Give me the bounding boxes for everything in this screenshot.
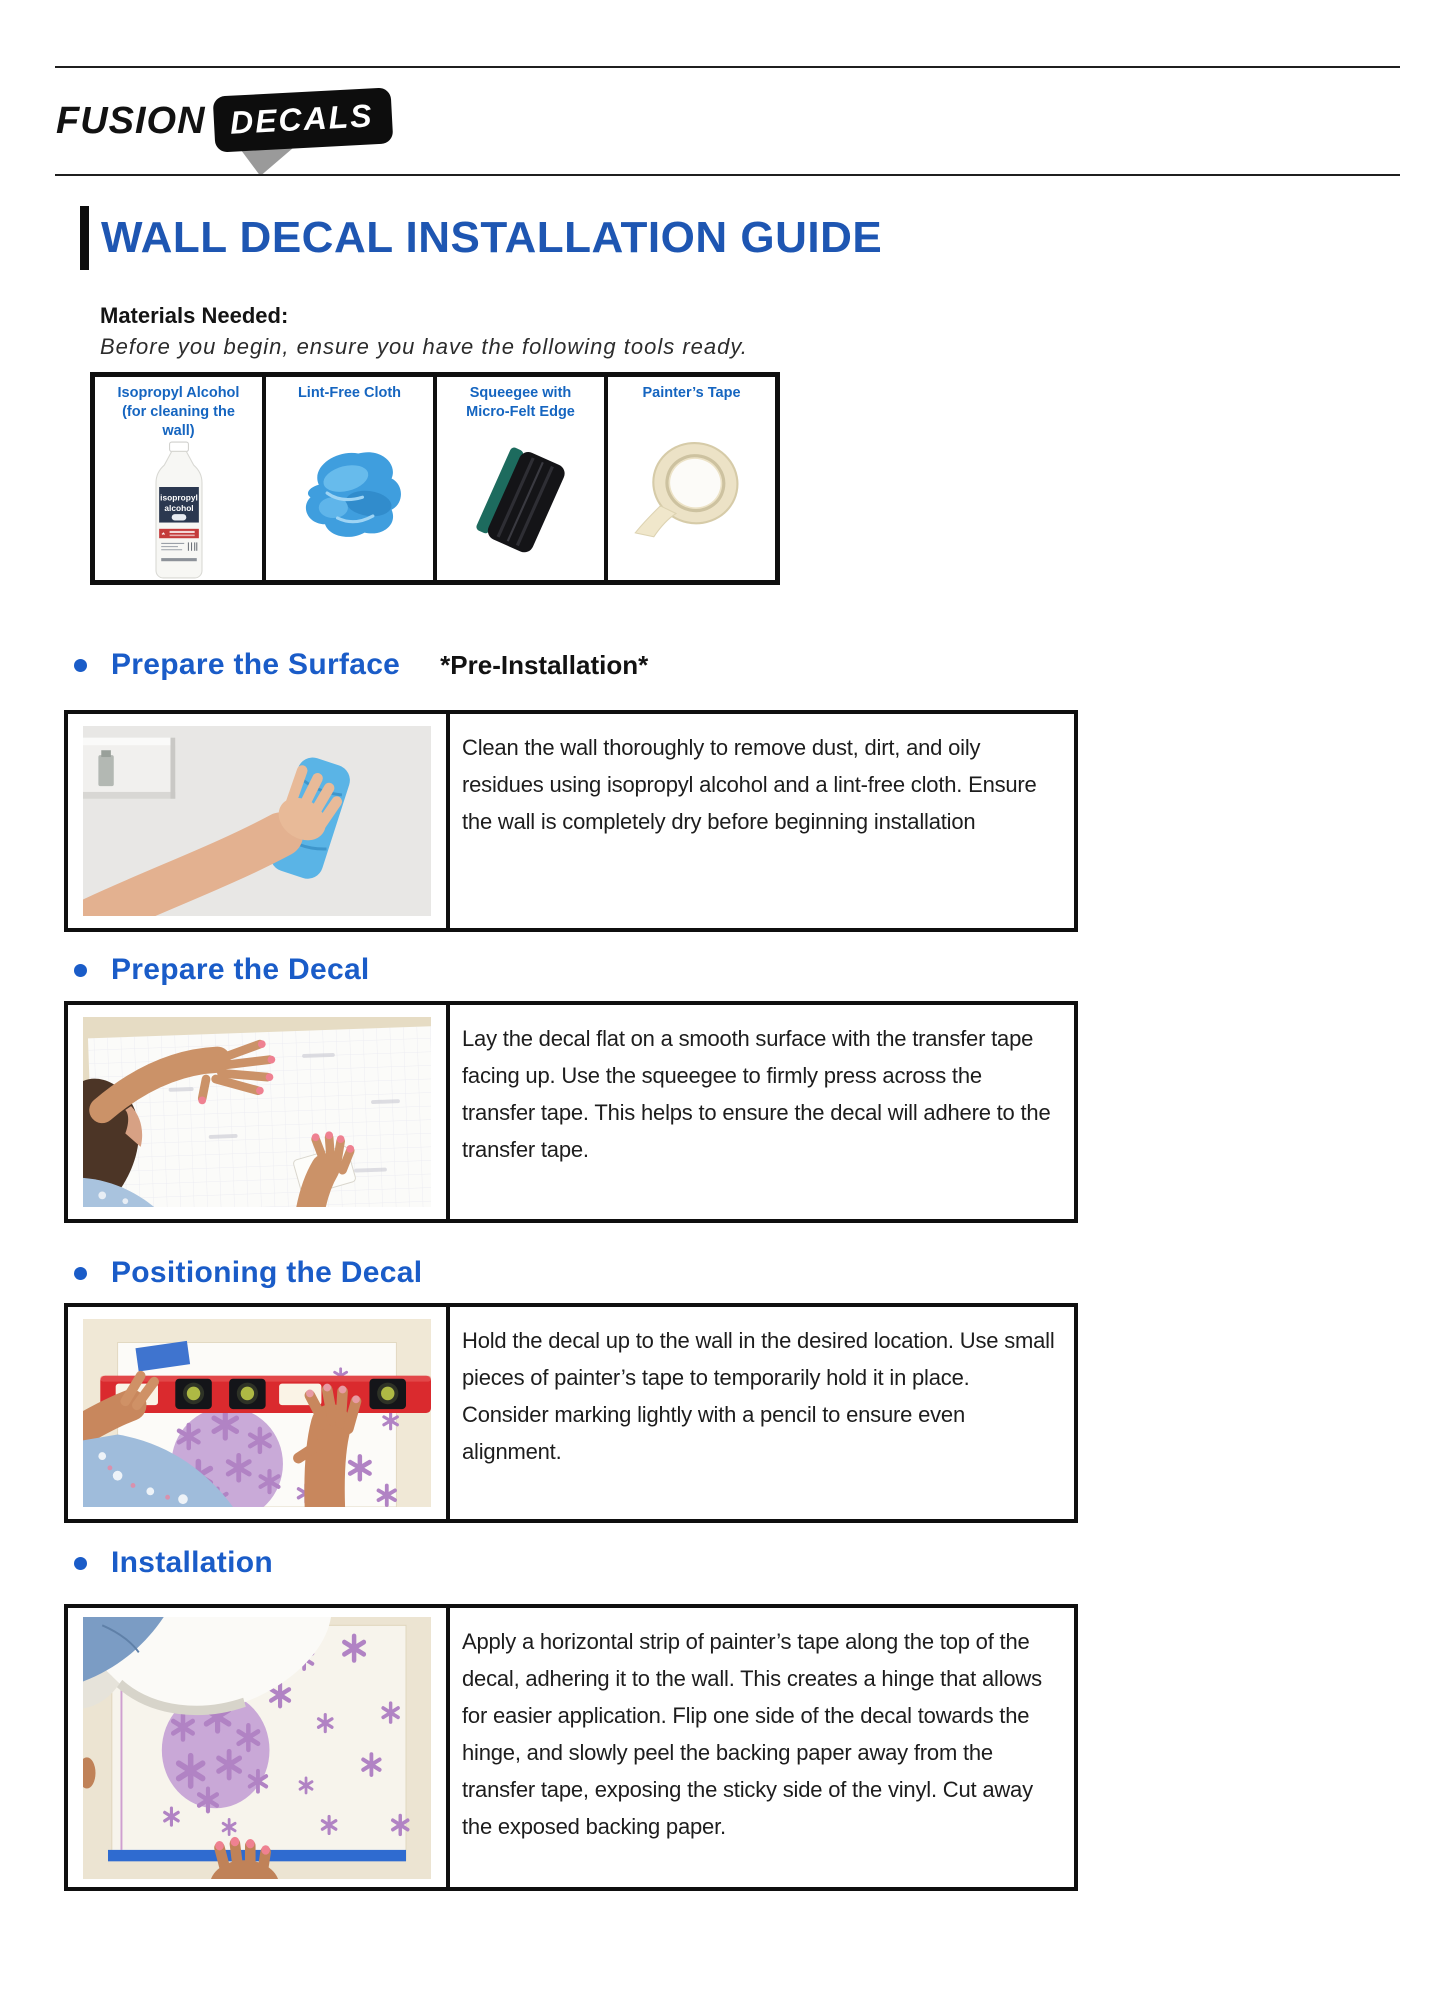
bottle-label-line1: isopropyl [159,492,198,503]
section-heading-prepare-decal [74,955,370,985]
bullet-icon [74,659,87,672]
title-block [80,206,882,270]
section-title: Positioning the Decal [111,1256,423,1289]
material-cell-painters-tape [604,377,775,580]
step-text: Lay the decal flat on a smooth surface with the transfer tape facing up. Use the squeegee to firmly press across the transfer tape. This helps to ensure the decal will adhere to the transfer tape. [446,1005,1074,1219]
brand-decals-text: DECALS [212,87,392,152]
material-label: Squeegee with Micro-Felt Edge [466,385,575,420]
page-title: WALL DECAL INSTALLATION GUIDE [101,213,883,262]
step-row-positioning-decal [64,1303,1078,1523]
material-label: Isopropyl Alcohol (for cleaning the wall) [117,385,240,439]
section-heading-prepare-surface [74,650,648,680]
section-title: Prepare the Decal [111,953,370,986]
divider [55,66,1400,68]
squeegee-icon [437,422,604,580]
photo-pressing-decal [68,1005,446,1219]
section-title: Installation [111,1546,273,1579]
step-text: Hold the decal up to the wall in the desired location. Use small pieces of painter’s tape to temporarily hold it in place. Consider marking lightly with a pencil to ensure even alignment. [446,1307,1074,1519]
title-accent-bar [80,206,89,270]
section-heading-installation [74,1548,273,1578]
bullet-icon [74,1557,87,1570]
photo-leveling-decal [68,1307,446,1519]
section-heading-positioning-decal [74,1258,422,1288]
materials-table [90,372,780,585]
photo-hand-wiping-wall [68,714,446,928]
photo-peeling-backing-paper [68,1608,446,1887]
section-title: Prepare the Surface [111,648,401,681]
bullet-icon [74,1267,87,1280]
material-cell-lint-free-cloth [262,377,433,580]
step-text: Apply a horizontal strip of painter’s tape along the top of the decal, adhering it to the wall. This creates a hinge that allows for easier application. Flip one side of the decal towards the hinge, and slowly peel the backing paper away from the transfer tape, exposing the sticky side of the vinyl. Cut away the exposed backing paper. [446,1608,1074,1887]
fusion-decals-logo [56,84,391,156]
divider [55,174,1400,176]
bullet-icon [74,964,87,977]
bottle-label-line2: alcohol [163,503,194,514]
material-label: Lint-Free Cloth [297,385,402,401]
brand-fusion-text: FUSION [56,100,206,142]
material-cell-squeegee [433,377,604,580]
pre-installation-note: *Pre-Installation* [440,650,649,680]
materials-subheading: Before you begin, ensure you have the following tools ready. [100,334,748,359]
step-row-prepare-decal [64,1001,1078,1223]
materials-heading: Materials Needed: [100,303,289,328]
lint-free-cloth-icon [266,403,433,580]
step-text: Clean the wall thoroughly to remove dust, dirt, and oily residues using isopropyl alcohol and a lint-free cloth. Ensure the wall is completely dry before beginning installation [446,714,1074,928]
painters-tape-icon [608,403,775,580]
step-row-installation [64,1604,1078,1891]
material-label: Painter’s Tape [642,385,741,401]
isopropyl-alcohol-bottle-icon [95,441,262,580]
step-row-prepare-surface [64,710,1078,932]
brand-decals-badge [214,92,392,148]
material-cell-isopropyl-alcohol [95,377,262,580]
